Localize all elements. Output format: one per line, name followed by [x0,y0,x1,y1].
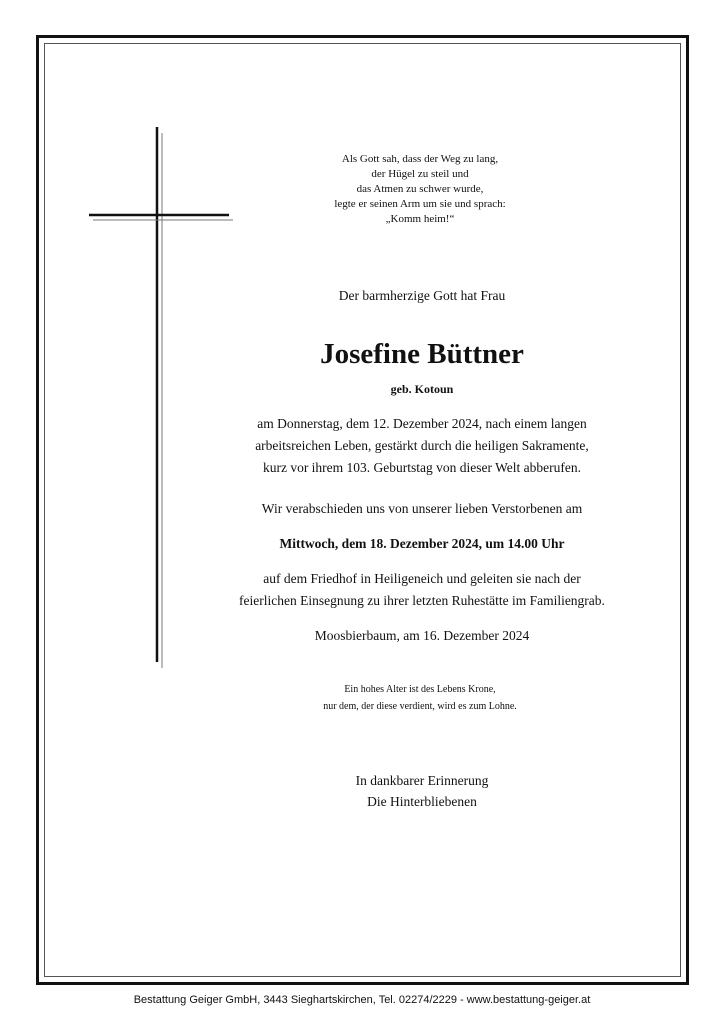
closing-line: Die Hinterbliebenen [367,794,477,809]
place-and-date: Moosbierbaum, am 16. Dezember 2024 [314,628,530,643]
farewell-text: Wir verabschieden uns von unserer lieben Verstorbenen am [261,501,583,516]
birth-name: geb. Kotoun [390,382,454,396]
funeral-home-footer: Bestattung Geiger GmbH, 3443 Sieghartskirchen, Tel. 02274/2229 - www.bestattung-geiger.at [133,994,591,1006]
closing-line: In dankbarer Erinnerung [355,773,489,788]
notice-body [120,413,724,479]
notice-body-line: am Donnerstag, dem 12. Dezember 2024, nach einem langen [257,416,587,431]
closing-quote [180,681,660,715]
burial-line: feierlichen Einsegnung zu ihrer letzten Ruhestätte im Familiengrab. [239,593,605,608]
quote-line: Ein hohes Alter ist des Lebens Krone, [344,684,496,695]
notice-body-line: kurz vor ihrem 103. Geburtstag von dieser Welt abberufen. [262,460,582,475]
notice-intro: Der barmherzige Gott hat Frau [338,288,506,303]
poem-line: das Atmen zu schwer wurde, [356,183,484,195]
poem-line: der Hügel zu steil und [371,168,469,180]
poem-line: legte er seinen Arm um sie und sprach: [334,198,506,210]
burial-text [120,568,724,612]
poem-line: „Komm heim!“ [385,213,455,225]
deceased-name: Josefine Büttner [320,338,524,370]
notice-body-line: arbeitsreichen Leben, gestärkt durch die heiligen Sakramente, [255,438,589,453]
closing-signature [120,770,724,812]
opening-poem [180,152,660,227]
funeral-date: Mittwoch, dem 18. Dezember 2024, um 14.00 Uhr [279,536,565,551]
burial-line: auf dem Friedhof in Heiligeneich und geleiten sie nach der [263,571,581,586]
quote-line: nur dem, der diese verdient, wird es zum Lohne. [323,701,517,712]
poem-line: Als Gott sah, dass der Weg zu lang, [341,153,499,165]
